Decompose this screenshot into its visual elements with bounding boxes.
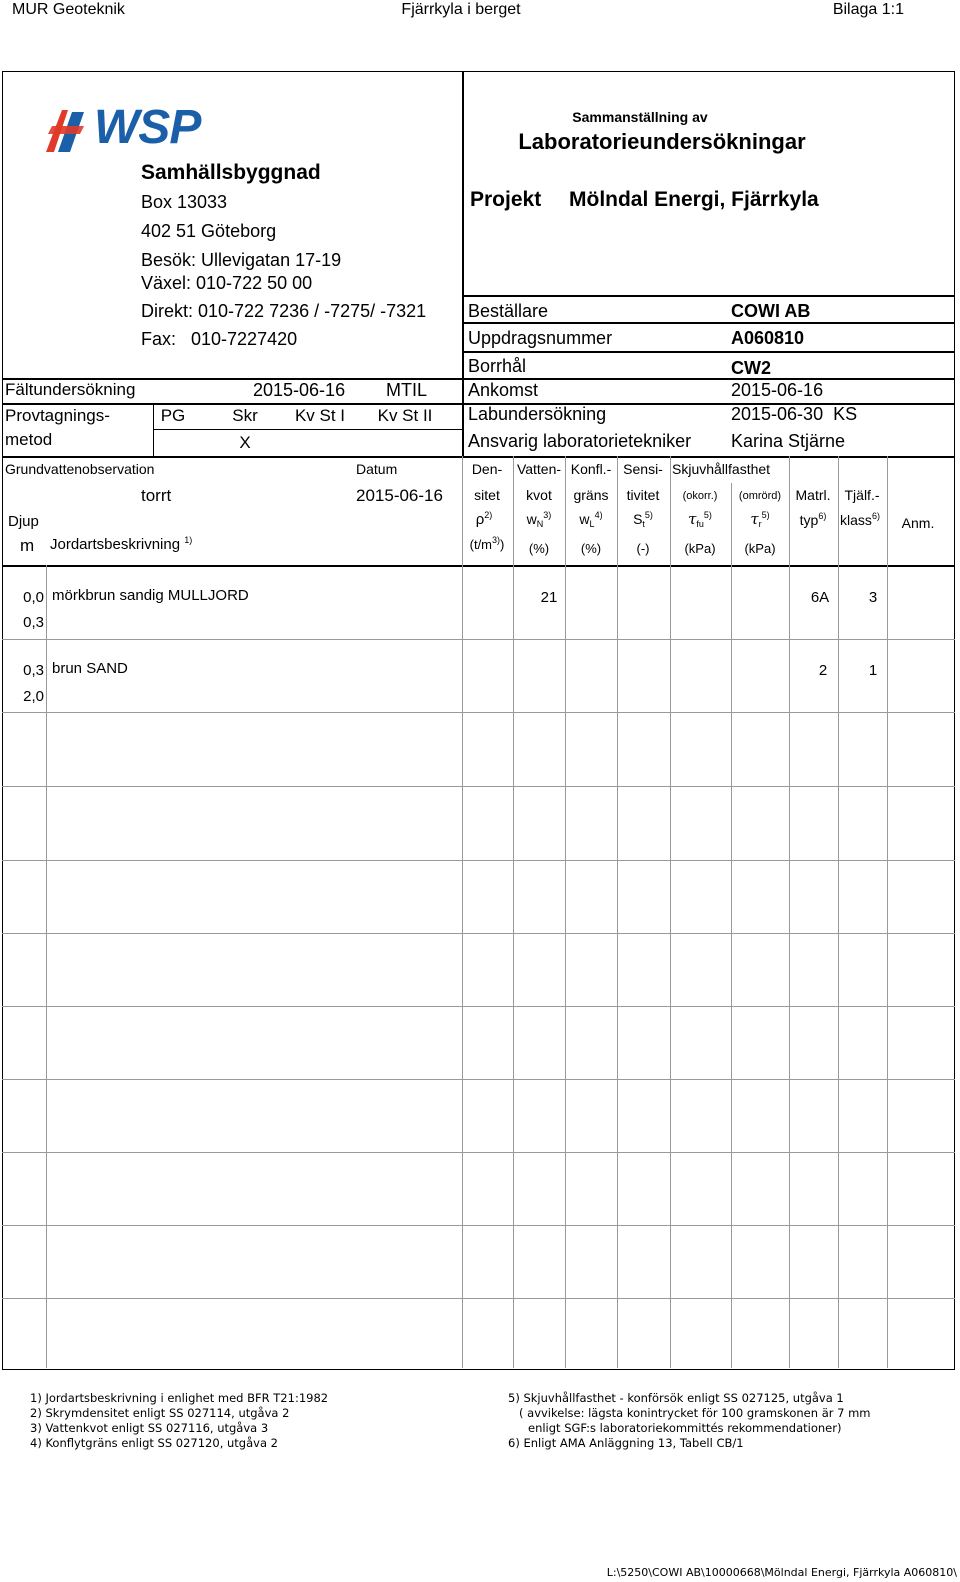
wsp-logo [44,101,224,160]
assignment-label: Uppdragsnummer [468,328,613,348]
address-line: Fax: 010-7227420 [141,329,298,349]
col-density-unit: $(t/m^{3)})$ [469,535,505,552]
gw-value: torrt [141,486,172,505]
depth-top: 0,3 [23,662,44,679]
col-density-symbol: $\rho^{2)}$ [475,510,493,528]
col-sensi-symbol: $S_t^{5)}$ [633,510,653,529]
file-path: L:\5250\COWI AB\10000668\Mölndal Energi, Fjärrkyla A060810\ [606,1566,957,1579]
tech-label: Ansvarig laboratorietekniker [468,431,692,451]
col-matrl-h1: Matrl. [795,487,831,503]
report-subtitle: Sammanställning av [572,109,708,125]
project-value: Mölndal Energi, Fjärrkyla [569,188,819,211]
soil-description: mörkbrun sandig MULLJORD [52,587,249,604]
col-frost-h1: Tjälf.- [844,487,880,503]
assignment-value: A060810 [731,328,805,348]
borehole-label: Borrhål [468,356,527,376]
method-selected-mark: X [239,433,251,452]
frost-class-value: 1 [868,662,878,679]
col-water-symbol: $w_N^{3)}$ [526,510,552,529]
soil-description-label: Jordartsbeskrivning $^{1)}$ [50,535,193,553]
lab-value: 2015-06-30 KS [731,404,858,424]
gw-date: 2015-06-16 [356,486,443,505]
col-shear-remoulded-symbol: $\tau_r^{5)}$ [750,510,770,529]
depth-bottom: 0,3 [23,614,44,631]
header-right: Bilaga 1:1 [832,1,904,18]
address-line: Växel: 010-722 50 00 [141,273,313,293]
soil-description: brun SAND [52,660,128,677]
address-line: Direkt: 010-722 7236 / -7275/ -7321 [141,301,427,321]
client-value: COWI AB [731,301,811,321]
header-divider [462,71,464,457]
report-title: Laboratorieundersökningar [518,129,806,154]
lab-label: Labundersökning [468,404,607,424]
wsp-logo-text: WSP [94,101,201,154]
frost-class-value: 3 [868,589,878,606]
header-center: Fjärrkyla i berget [401,1,521,18]
company-division: Samhällsbyggnad [141,161,321,184]
material-type-value: 2 [818,662,828,679]
gw-label: Grundvattenobservation [5,461,155,477]
method-pg: PG [160,406,186,425]
col-konfl-h1: Konfl.- [570,461,612,477]
col-konfl-unit: (%) [580,541,602,556]
depth-top: 0,0 [23,589,44,606]
method-skr: Skr [232,406,258,425]
footnote: 3) Vattenkvot enligt SS 027116, utgåva 3 [30,1421,269,1435]
method-kv-st-1: Kv St I [294,406,346,425]
field-by: MTIL [386,380,428,400]
tech-value: Karina Stjärne [731,431,846,451]
sampling-label: metod [5,430,53,449]
project-label: Projekt [470,188,542,211]
col-shear-remoulded-h2: (omrörd) [738,490,782,502]
depth-label: Djup [8,513,39,530]
address-line: 402 51 Göteborg [141,221,277,241]
footnote: 4) Konflytgräns enligt SS 027120, utgåva 2 [30,1436,278,1450]
col-density-h1: Den- [471,461,503,477]
borehole-value: CW2 [731,358,771,378]
header-left: MUR Geoteknik [12,1,125,18]
col-konfl-h2: gräns [573,487,609,503]
sampling-label: Provtagnings- [5,406,110,425]
col-density-h2: sitet [474,487,500,503]
water-content-value: 21 [540,589,558,606]
client-label: Beställare [468,301,549,321]
footnote: 1) Jordartsbeskrivning i enlighet med BFR T21:1982 [30,1391,329,1405]
footnote: enligt SGF:s laboratoriekommittés rekommendationer) [528,1421,842,1435]
depth-bottom: 2,0 [23,688,44,705]
footnote: ( avvikelse: lägsta konintrycket för 100 gramskonen är 7 mm [519,1406,871,1420]
footnote: 6) Enligt AMA Anläggning 13, Tabell CB/1 [508,1436,744,1450]
col-sensi-unit: (-) [636,541,650,556]
col-konfl-symbol: $w_L^{4)}$ [579,510,603,529]
col-shear-remoulded-unit: (kPa) [744,541,776,556]
material-type-value: 6A [810,589,830,606]
gw-date-label: Datum [356,461,398,477]
footnote: 2) Skrymdensitet enligt SS 027114, utgåva 2 [30,1406,290,1420]
col-frost-h2: klass$^{6)}$ [840,511,880,528]
address-line: Box 13033 [141,192,228,212]
col-shear-undisturbed-unit: (kPa) [684,541,716,556]
arrival-value: 2015-06-16 [731,380,824,400]
col-remarks: Anm. [901,515,935,531]
depth-unit: m [20,536,35,555]
address-line: Besök: Ullevigatan 17-19 [141,250,342,270]
footnote: 5) Skjuvhållfasthet - konförsök enligt SS 027125, utgåva 1 [508,1391,844,1405]
col-shear-undisturbed-h2: (okorr.) [682,490,718,502]
col-shear-undisturbed-symbol: $\tau_{fu}^{5)}$ [688,510,712,529]
col-matrl-h2: typ$^{6)}$ [799,511,827,528]
arrival-label: Ankomst [468,380,539,400]
col-water-h2: kvot [526,487,552,503]
col-water-unit: (%) [528,541,550,556]
method-kv-st-2: Kv St II [377,406,433,425]
col-sensi-h2: tivitet [626,487,660,503]
field-date: 2015-06-16 [253,380,346,400]
col-shear-title: Skjuvhållfasthet [672,461,771,477]
col-sensi-h1: Sensi- [623,461,663,477]
col-water-h1: Vatten- [516,461,562,477]
field-label: Fältundersökning [5,380,136,399]
